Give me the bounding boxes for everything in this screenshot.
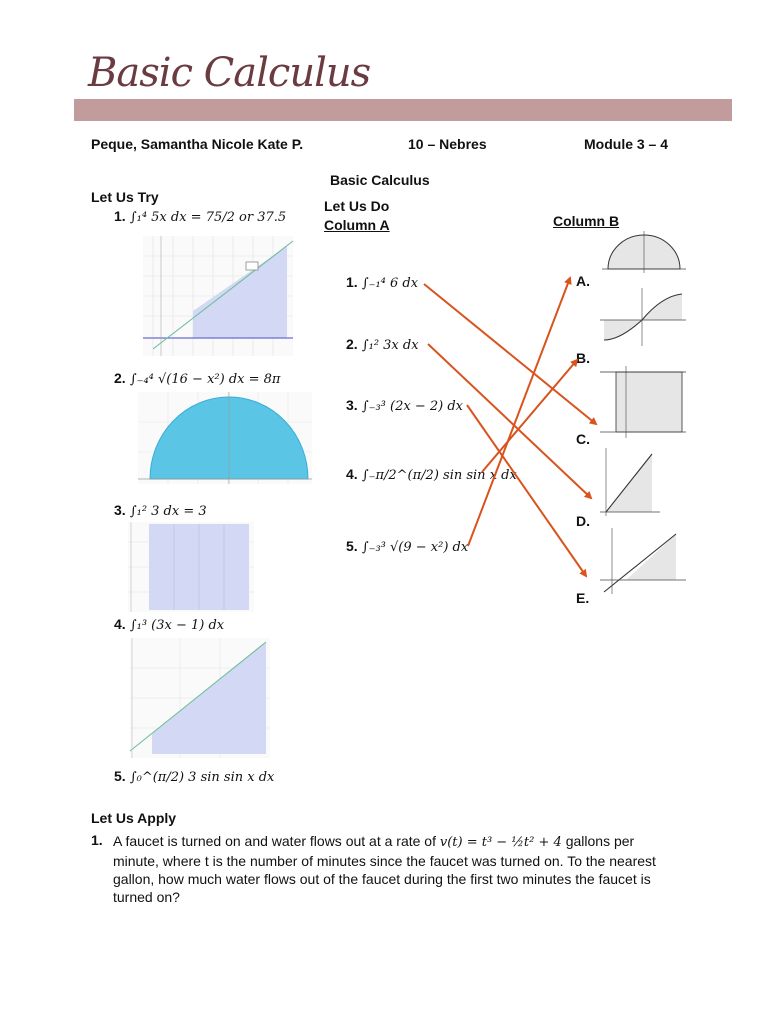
- document-title: Basic Calculus: [88, 50, 371, 96]
- try-item-5-expr: ∫₀^(π/2) 3 sin sin x dx: [129, 770, 275, 785]
- column-b-letter-a: A.: [576, 273, 590, 289]
- try-item-2-expr: ∫₋₄⁴ √(16 − x²) dx = 8π: [129, 372, 281, 387]
- column-a-item-2-expr: ∫₁² 3x dx: [361, 338, 419, 353]
- apply-text-prefix: A faucet is turned on and water flows out at a rate of: [113, 833, 440, 849]
- student-name: Peque, Samantha Nicole Kate P.: [91, 136, 304, 152]
- column-b-letter-e: E.: [576, 590, 590, 606]
- try-item-4-number: 4.: [114, 616, 126, 632]
- arrow-4-to-b: [482, 360, 577, 472]
- column-a-item-5-number: 5.: [346, 538, 358, 554]
- apply-rate-expr: v(t) = t³ − ½t² + 4: [439, 835, 562, 850]
- column-a-item-3-expr: ∫₋₃³ (2x − 2) dx: [361, 399, 463, 414]
- column-a-item-1-expr: ∫₋₁⁴ 6 dx: [361, 276, 419, 291]
- let-us-apply-heading: Let Us Apply: [91, 810, 177, 826]
- let-us-do-heading: Let Us Do: [324, 198, 390, 214]
- arrow-3-to-e: [467, 405, 586, 576]
- try-item-1-number: 1.: [114, 208, 126, 224]
- apply-item-number: 1.: [91, 832, 103, 848]
- column-a-item-4-number: 4.: [346, 466, 358, 482]
- subtitle: Basic Calculus: [330, 172, 430, 188]
- module-label: Module 3 – 4: [584, 136, 669, 152]
- column-a-item-4-expr: ∫₋π/2^(π/2) sin sin x dx: [361, 468, 517, 483]
- try-item-1-expr: ∫₁⁴ 5x dx = 75/2 or 37.5: [129, 210, 287, 225]
- column-a-item-3-number: 3.: [346, 397, 358, 413]
- try-item-4-expr: ∫₁³ (3x − 1) dx: [129, 618, 225, 633]
- try-item-5-number: 5.: [114, 768, 126, 784]
- try-item-3-expr: ∫₁² 3 dx = 3: [129, 504, 207, 519]
- apply-text-suffix: gallons per minute, where t is the number of minutes since the faucet was turned on. To the nearest gallon, how much water flows out of the faucet during the first two minutes the faucet is turned on?: [113, 833, 656, 905]
- try-item-3-number: 3.: [114, 502, 126, 518]
- column-b-letter-c: C.: [576, 431, 590, 447]
- column-a-item-5-expr: ∫₋₃³ √(9 − x²) dx: [361, 540, 469, 555]
- column-b-label: Column B: [553, 213, 620, 229]
- column-b-letter-b: B.: [576, 350, 590, 366]
- column-a-item-2-number: 2.: [346, 336, 358, 352]
- try-item-2-number: 2.: [114, 370, 126, 386]
- section-label: 10 – Nebres: [408, 136, 487, 152]
- apply-problem-text: [113, 832, 683, 906]
- arrow-5-to-a: [468, 278, 570, 546]
- column-b-letter-d: D.: [576, 513, 590, 529]
- column-a-item-1-number: 1.: [346, 274, 358, 290]
- let-us-try-heading: Let Us Try: [91, 189, 159, 205]
- arrow-1-to-c: [424, 284, 596, 424]
- arrow-2-to-d: [428, 344, 591, 498]
- column-a-label: Column A: [324, 217, 390, 233]
